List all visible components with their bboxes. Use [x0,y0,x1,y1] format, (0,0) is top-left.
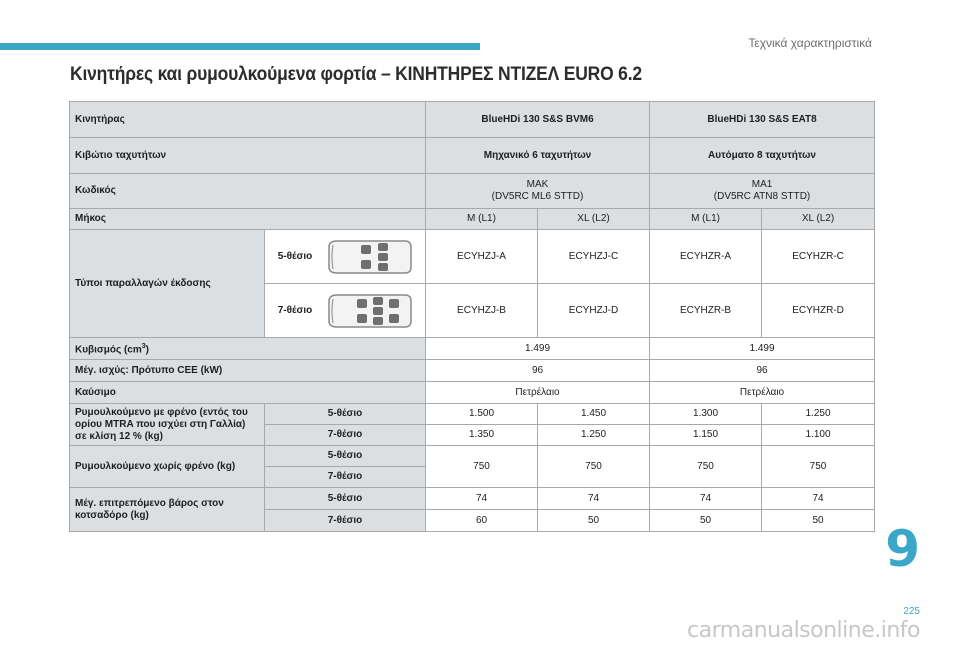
fuel-value-1: Πετρέλαιο [426,382,650,404]
braked-row-5 [70,404,875,425]
fuel-row [70,382,875,404]
van-7-seat-icon [325,293,413,329]
displacement-value-2: 1.499 [650,338,875,360]
braked-5-val-3: 1.300 [650,404,762,425]
engine-row [70,102,875,138]
braked-seat-7: 7-θέσιο [265,425,426,446]
unbraked-row-5 [70,446,875,467]
page-number: 225 [903,606,920,617]
gearbox-value-2: Αυτόματο 8 ταχυτήτων [650,138,875,174]
length-col-3: M (L1) [650,209,762,230]
braked-label: Ρυμουλκούμενο με φρένο (εντός του ορίου MTRA που ισχύει στη Γαλλία) σε κλίση 12 % (kg) [70,404,265,446]
chapter-number: 9 [885,520,920,578]
code-value-2-main: MA1 [751,179,773,190]
gearbox-value-1: Μηχανικό 6 ταχυτήτων [426,138,650,174]
displacement-label: Κυβισμός $(cm^3)$ [70,338,426,360]
gearbox-row [70,138,875,174]
code-value-1-sub: (DV5RC ML6 STTD) [491,191,584,202]
braked-5-val-2: 1.450 [538,404,650,425]
code-value-2-sub: (DV5RC ATN8 STTD) [713,191,811,202]
variant-seat-5 [265,230,426,284]
engine-value-1: BlueHDi 130 S&S BVM6 [426,102,650,138]
towbar-7-val-4: 50 [762,510,875,532]
length-col-4: XL (L2) [762,209,875,230]
watermark: carmanualsonline.info [687,618,920,643]
engine-label: Κινητήρας [70,102,426,138]
towbar-seat-7: 7-θέσιο [265,510,426,532]
power-value-2: 96 [650,360,875,382]
braked-7-val-3: 1.150 [650,425,762,446]
seat-label-5: 5-θέσιο [277,250,313,262]
variant-5-val-4: ECYHZR-C [762,230,875,284]
unbraked-label: Ρυμουλκούμενο χωρίς φρένο (kg) [70,446,265,488]
variant-7-val-4: ECYHZR-D [762,284,875,338]
unbraked-val-3: 750 [650,446,762,488]
section-title: Τεχνικά χαρακτηριστικά [748,36,872,50]
power-label: Μέγ. ισχύς: Πρότυπο CEE (kW) [70,360,426,382]
fuel-label: Καύσιμο [70,382,426,404]
unbraked-seat-7: 7-θέσιο [265,467,426,488]
braked-7-val-1: 1.350 [426,425,538,446]
towbar-row-5 [70,488,875,510]
length-row [70,209,875,230]
top-accent-bar [0,43,480,50]
towbar-label: Μέγ. επιτρεπόμενο βάρος στον κοτσαδόρο (kg) [70,488,265,532]
towbar-seat-5: 5-θέσιο [265,488,426,510]
variant-row-5 [70,230,875,284]
braked-seat-5: 5-θέσιο [265,404,426,425]
fuel-value-2: Πετρέλαιο [650,382,875,404]
towbar-5-val-2: 74 [538,488,650,510]
towbar-7-val-3: 50 [650,510,762,532]
length-col-2: XL (L2) [538,209,650,230]
unbraked-val-4: 750 [762,446,875,488]
towbar-5-val-3: 74 [650,488,762,510]
braked-7-val-2: 1.250 [538,425,650,446]
towbar-7-val-2: 50 [538,510,650,532]
displacement-row [70,338,875,360]
variant-5-val-2: ECYHZJ-C [538,230,650,284]
code-value-1-main: MAK [526,179,549,190]
van-5-seat-icon [325,239,413,275]
code-value-1 [426,174,650,209]
braked-7-val-4: 1.100 [762,425,875,446]
length-label: Μήκος [70,209,426,230]
towbar-5-val-4: 74 [762,488,875,510]
length-col-1: M (L1) [426,209,538,230]
variant-5-val-3: ECYHZR-A [650,230,762,284]
towbar-5-val-1: 74 [426,488,538,510]
displacement-value-1: 1.499 [426,338,650,360]
towbar-7-val-1: 60 [426,510,538,532]
variant-7-val-2: ECYHZJ-D [538,284,650,338]
code-label: Κωδικός [70,174,426,209]
variant-7-val-1: ECYHZJ-B [426,284,538,338]
engine-value-2: BlueHDi 130 S&S EAT8 [650,102,875,138]
code-value-2 [650,174,875,209]
code-row [70,174,875,209]
specs-table [69,101,875,532]
braked-5-val-4: 1.250 [762,404,875,425]
unbraked-seat-5: 5-θέσιο [265,446,426,467]
unbraked-val-2: 750 [538,446,650,488]
braked-5-val-1: 1.500 [426,404,538,425]
page-title: Κινητήρες και ρυμουλκούμενα φορτία – ΚΙΝΗΤΗΡΕΣ ΝΤΙΖΕΛ EURO 6.2 [70,64,642,85]
variant-seat-7 [265,284,426,338]
power-value-1: 96 [426,360,650,382]
variants-label: Τύποι παραλλαγών έκδοσης [70,230,265,338]
seat-label-7: 7-θέσιο [277,304,313,316]
variant-7-val-3: ECYHZR-B [650,284,762,338]
unbraked-val-1: 750 [426,446,538,488]
gearbox-label: Κιβώτιο ταχυτήτων [70,138,426,174]
power-row [70,360,875,382]
variant-5-val-1: ECYHZJ-A [426,230,538,284]
